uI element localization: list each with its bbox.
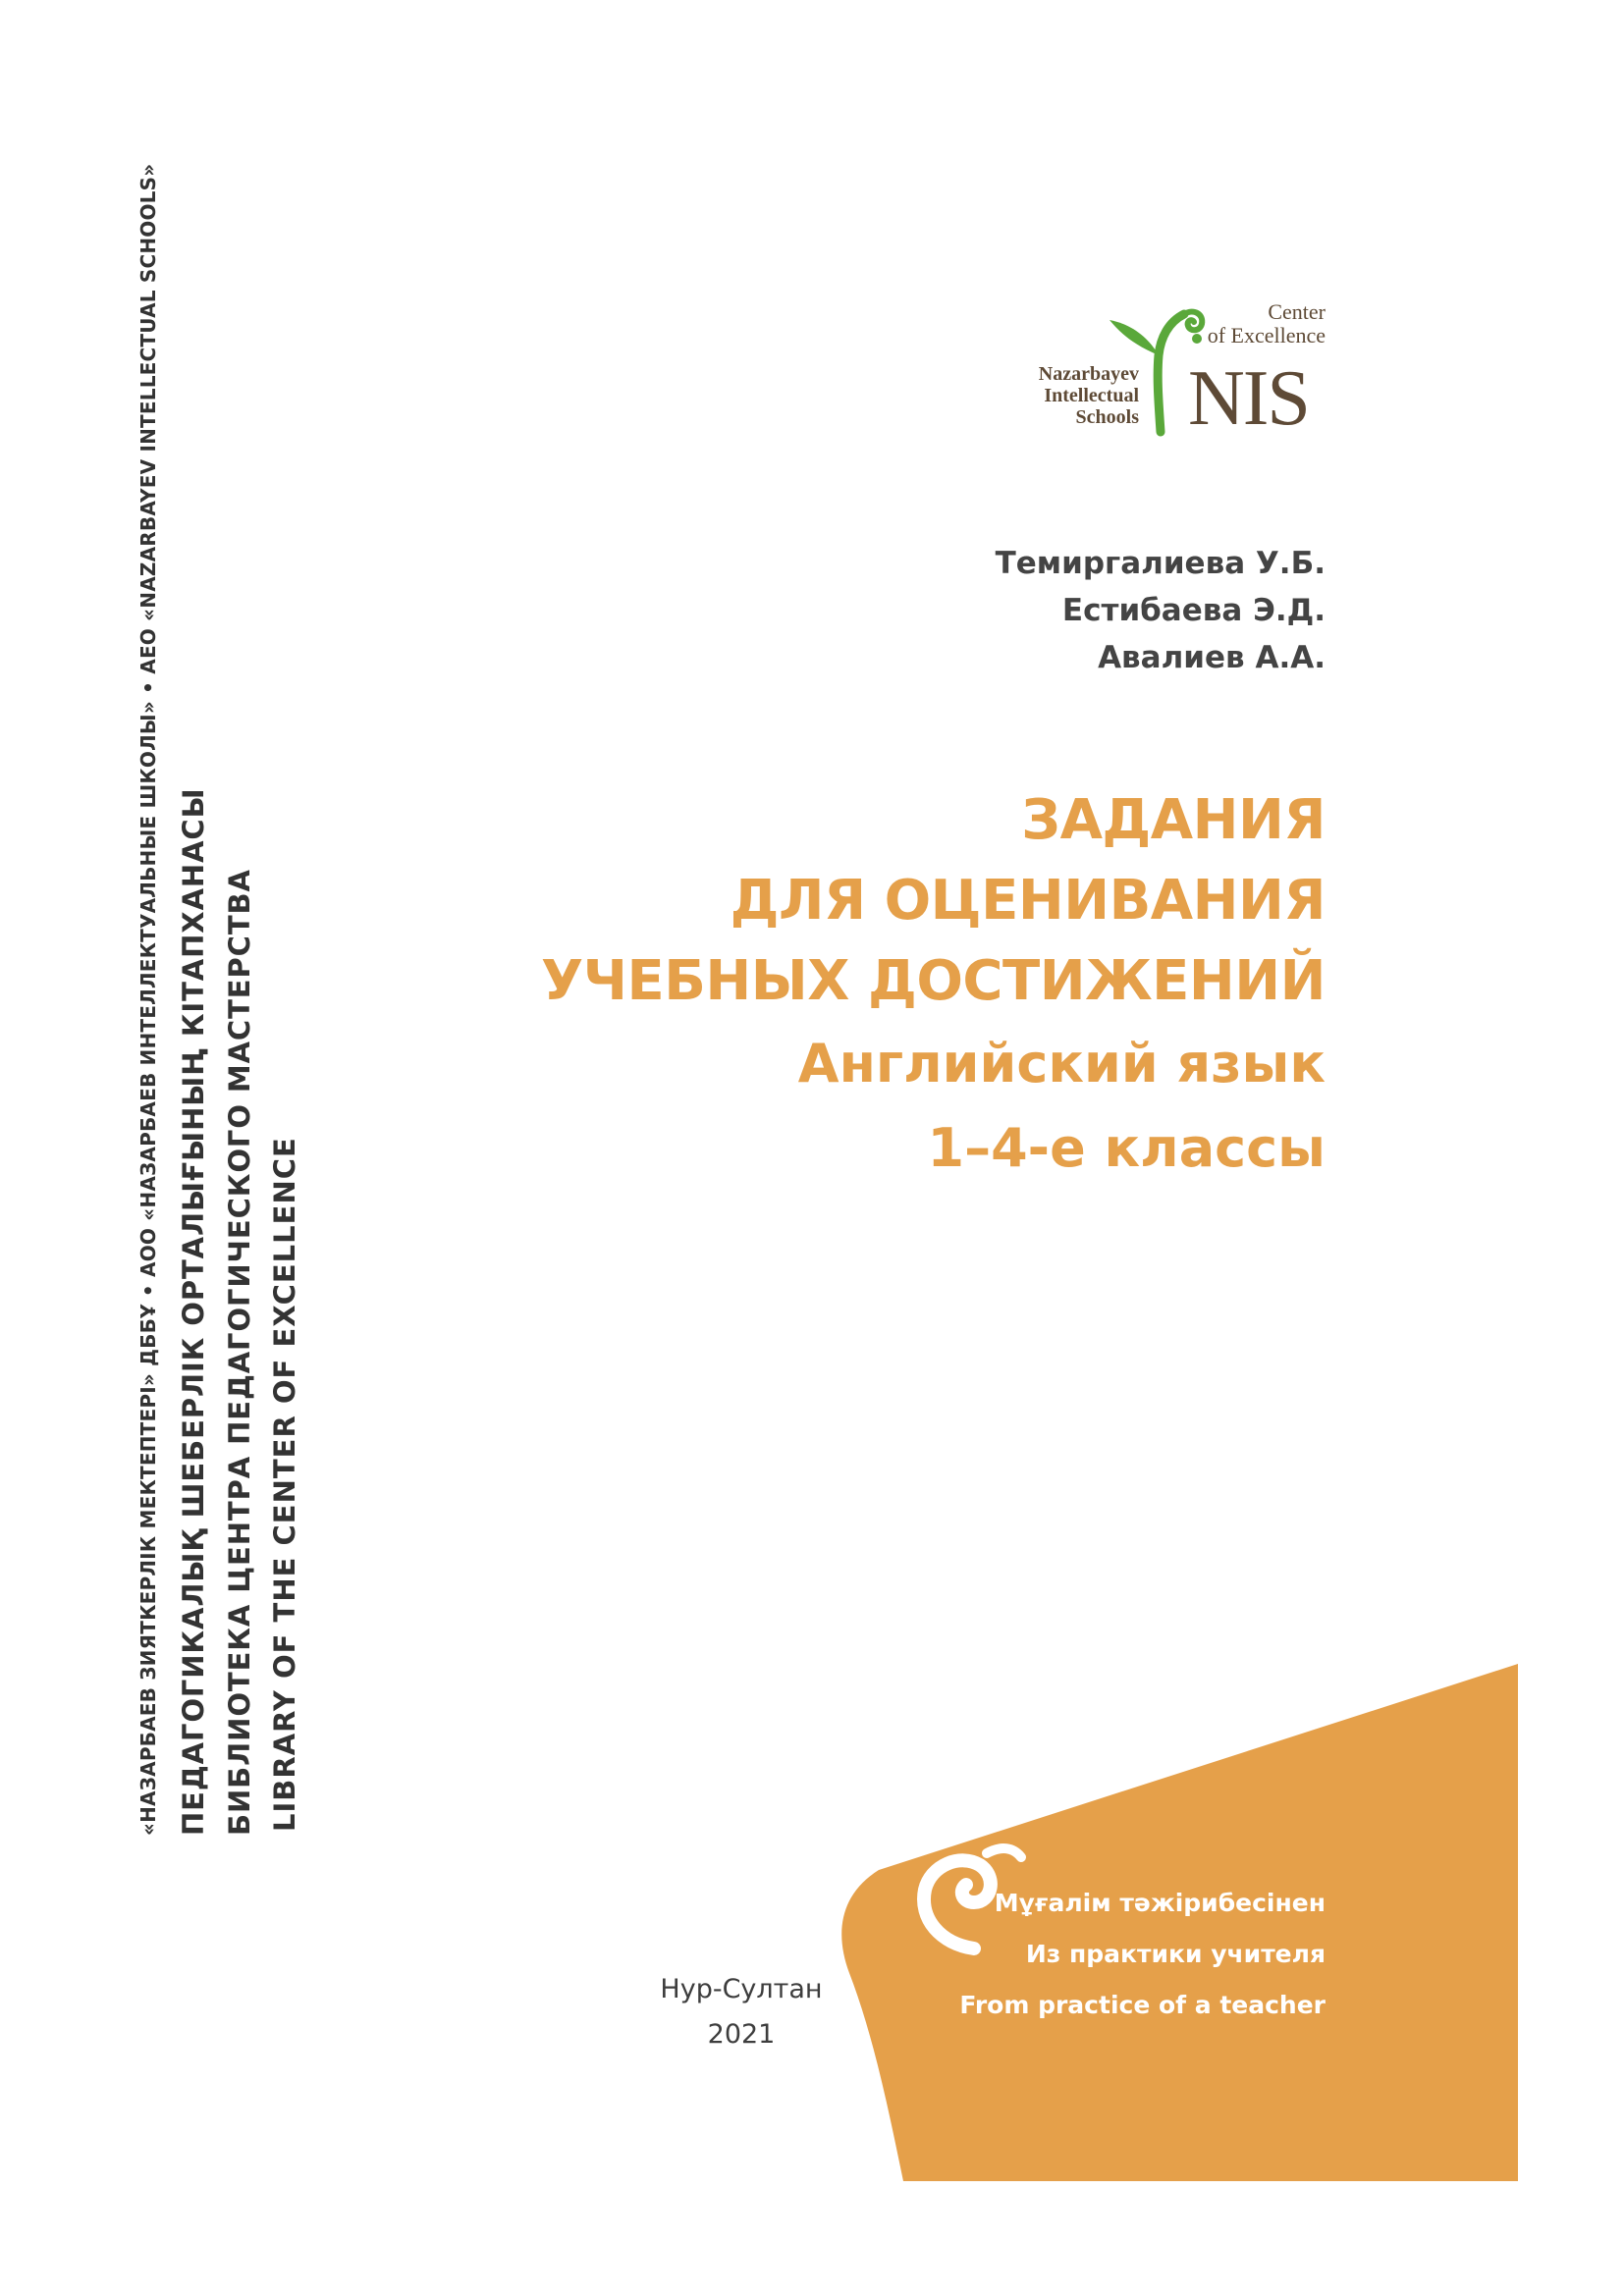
- series-block: [959, 1878, 1326, 2031]
- title-subject: Английский язык: [797, 1033, 1326, 1095]
- logo-center-of-excellence: Center of Excellence: [1207, 299, 1326, 347]
- title-line: УЧЕБНЫХ ДОСТИЖЕНИЙ: [541, 949, 1326, 1013]
- imprint: [648, 1967, 835, 2057]
- spine-library-en: LIBRARY OF THE CENTER OF EXCELLENCE: [268, 1137, 301, 1832]
- logo-school-name: Nazarbayev Intellectual Schools: [1038, 363, 1139, 428]
- series-kz: Мұғалім тәжірибесінен: [994, 1889, 1326, 1917]
- title-grades: 1–4-е классы: [927, 1117, 1326, 1179]
- author-name: Авалиев А.А.: [1098, 640, 1326, 675]
- logo-nis-wordmark: NIS: [1188, 355, 1309, 442]
- author-name: Естибаева Э.Д.: [1061, 593, 1326, 628]
- spine-library-ru: БИБЛИОТЕКА ЦЕНТРА ПЕДАГОГИЧЕСКОГО МАСТЕРСТВА: [223, 869, 256, 1836]
- spine-publisher-line: «НАЗАРБАЕВ ЗИЯТКЕРЛІК МЕКТЕПТЕРІ» ДББҰ • АОО «НАЗАРБАЕВ ИНТЕЛЛЕКТУАЛЬНЫЕ ШКОЛЫ» • AEO «NAZARBAYEV INTELLECTUAL SCHOOLS»: [136, 163, 160, 1836]
- title-line: ЗАДАНИЯ: [1021, 788, 1326, 852]
- author-name: Темиргалиева У.Б.: [995, 546, 1326, 581]
- spine-library-kz: ПЕДАГОГИКАЛЫҚ ШЕБЕРЛІК ОРТАЛЫҒЫНЫҢ КІТАПХАНАСЫ: [177, 787, 210, 1836]
- series-ru: Из практики учителя: [1025, 1940, 1326, 1968]
- series-en: From practice of a teacher: [959, 1991, 1326, 2019]
- title-line: ДЛЯ ОЦЕНИВАНИЯ: [730, 869, 1326, 933]
- imprint-city: Нур-Султан: [660, 1974, 823, 2004]
- imprint-year: 2021: [707, 2019, 776, 2050]
